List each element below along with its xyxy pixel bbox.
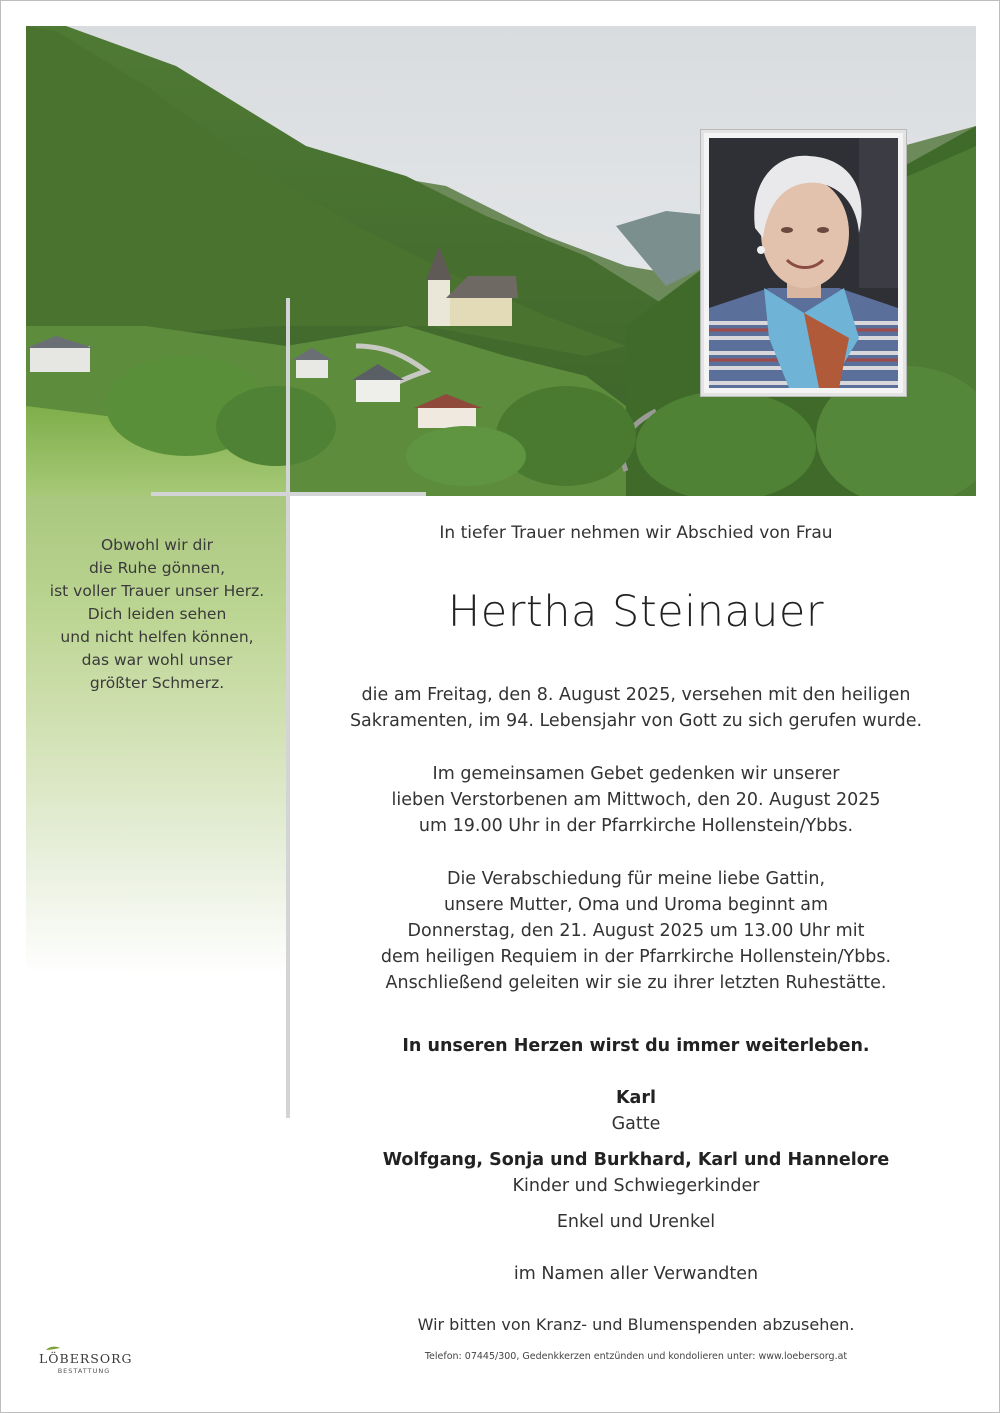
paragraph-line: Anschließend geleiten wir sie zu ihrer letzten Ruhestätte.: [385, 973, 887, 993]
undertaker-logo: [39, 1351, 133, 1375]
paragraph-line: Im gemeinsamen Gebet gedenken wir unserer: [432, 764, 840, 784]
cross-horizontal-bar: [151, 492, 426, 496]
death-notice-paragraph: [341, 682, 931, 734]
poem-line: größter Schmerz.: [89, 674, 225, 692]
poem-line: und nicht helfen können,: [60, 628, 254, 646]
poem-line: Dich leiden sehen: [87, 605, 227, 623]
paragraph-line: dem heiligen Requiem in der Pfarrkirche Hollenstein/Ybbs.: [380, 947, 892, 967]
intro-line: In tiefer Trauer nehmen wir Abschied von Frau: [439, 523, 833, 543]
paragraph-line: Die Verabschiedung für meine liebe Gattin,: [446, 869, 826, 889]
grandchildren-line: Enkel und Urenkel: [556, 1212, 716, 1232]
donation-request: Wir bitten von Kranz- und Blumenspenden abzusehen.: [417, 1315, 855, 1334]
poem-line: Obwohl wir dir: [100, 536, 214, 554]
paragraph-line: Donnerstag, den 21. August 2025 um 13.00 Uhr mit: [407, 921, 865, 941]
spouse-name: Karl: [616, 1088, 656, 1108]
portrait-illustration: [709, 138, 898, 388]
children-names: Wolfgang, Sonja und Burkhard, Karl und Hannelore: [382, 1150, 890, 1170]
poem-line: ist voller Trauer unser Herz.: [49, 582, 265, 600]
funeral-paragraph: [341, 866, 931, 996]
poem-line: die Ruhe gönnen,: [88, 559, 226, 577]
contact-footer: Telefon: 07445/300, Gedenkkerzen entzünden und kondolieren unter: www.loebersorg.at: [424, 1351, 848, 1362]
memorial-poem: [41, 534, 273, 695]
logo-subtitle: BESTATTUNG: [57, 1367, 111, 1375]
relatives-line: im Namen aller Verwandten: [513, 1264, 759, 1284]
deceased-name: Hertha Steinauer: [447, 587, 825, 637]
portrait-frame: [700, 129, 907, 397]
paragraph-line: lieben Verstorbenen am Mittwoch, den 20. August 2025: [391, 790, 881, 810]
logo-leaf-icon: [46, 1346, 60, 1351]
paragraph-line: um 19.00 Uhr in der Pfarrkirche Hollenstein/Ybbs.: [418, 816, 854, 836]
memorial-motto: In unseren Herzen wirst du immer weiterleben.: [402, 1036, 870, 1056]
paragraph-line: die am Freitag, den 8. August 2025, versehen mit den heiligen: [361, 685, 911, 705]
logo-wordmark: LÖBERSORG: [39, 1351, 133, 1366]
poem-line: das war wohl unser: [81, 651, 233, 669]
paragraph-line: Sakramenten, im 94. Lebensjahr von Gott zu sich gerufen wurde.: [349, 711, 923, 731]
paragraph-line: unsere Mutter, Oma und Uroma beginnt am: [443, 895, 829, 915]
children-role: Kinder und Schwiegerkinder: [512, 1176, 760, 1196]
cross-vertical-bar: [286, 298, 290, 1118]
portrait-photo: [709, 138, 898, 388]
prayer-paragraph: [341, 761, 931, 839]
spouse-role: Gatte: [611, 1114, 661, 1134]
